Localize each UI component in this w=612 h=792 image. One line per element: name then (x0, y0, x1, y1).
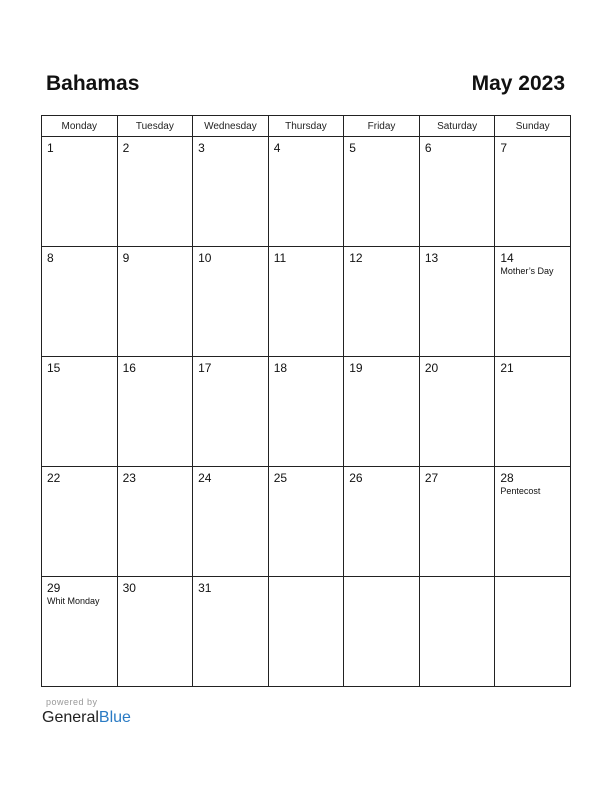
day-number: 23 (122, 471, 136, 485)
holiday-label (42, 485, 117, 486)
holiday-label: Pentecost (500, 486, 541, 496)
holiday-label (495, 155, 570, 156)
week-row (42, 247, 571, 357)
week-row (42, 137, 571, 247)
holiday-label (42, 155, 117, 156)
holiday-label (420, 485, 495, 486)
holiday-label (118, 375, 193, 376)
day-cell (268, 357, 344, 467)
holiday-label (269, 375, 344, 376)
day-cell (193, 247, 269, 357)
weekday-header: Tuesday (117, 116, 193, 137)
day-cell (495, 137, 571, 247)
day-number: 20 (424, 361, 439, 375)
day-number: 22 (47, 471, 61, 485)
day-number: 31 (198, 581, 212, 595)
day-number: 4 (273, 141, 281, 155)
day-number: 17 (198, 361, 212, 375)
brand-blue: Blue (98, 709, 131, 726)
day-number: 18 (273, 361, 288, 375)
day-cell (117, 357, 193, 467)
day-number: 6 (424, 141, 432, 155)
weekday-header: Friday (344, 116, 420, 137)
day-cell (193, 137, 269, 247)
day-number: 12 (349, 251, 363, 265)
brand-general: General (42, 709, 99, 726)
weekday-header-row (42, 116, 571, 137)
holiday-label: Mother’s Day (500, 266, 554, 276)
day-number: 14 (500, 251, 514, 265)
day-number: 13 (424, 251, 439, 265)
generalblue-logo-link[interactable] (42, 708, 131, 728)
day-cell (344, 357, 420, 467)
calendar-grid (41, 115, 571, 687)
day-number: 1 (47, 141, 54, 155)
day-cell (419, 137, 495, 247)
weekday-header: Sunday (495, 116, 571, 137)
day-cell (268, 247, 344, 357)
holiday-label (42, 265, 117, 266)
holiday-label (269, 581, 344, 582)
day-number: 10 (198, 251, 212, 265)
day-cell (42, 247, 118, 357)
holiday-label (420, 581, 495, 582)
holiday-label (269, 265, 344, 266)
day-cell (344, 247, 420, 357)
day-cell (419, 357, 495, 467)
holiday-label (193, 265, 268, 266)
holiday-label (344, 485, 419, 486)
day-number: 5 (349, 141, 356, 155)
holiday-label (420, 265, 495, 266)
day-number: 3 (198, 141, 205, 155)
week-row (42, 577, 571, 687)
holiday-label (269, 485, 344, 486)
holiday-label (269, 155, 344, 156)
weekday-header: Wednesday (193, 116, 269, 137)
day-cell (117, 247, 193, 357)
holiday-label: Whit Monday (47, 596, 100, 606)
day-cell (193, 467, 269, 577)
day-cell (344, 467, 420, 577)
day-number: 24 (198, 471, 212, 485)
holiday-label (118, 265, 193, 266)
day-cell (268, 467, 344, 577)
day-cell (268, 137, 344, 247)
day-cell (495, 467, 571, 577)
day-cell (419, 247, 495, 357)
day-cell (117, 577, 193, 687)
weekday-header: Thursday (268, 116, 344, 137)
holiday-label (420, 375, 495, 376)
day-cell (117, 137, 193, 247)
day-number: 16 (122, 361, 136, 375)
week-row (42, 467, 571, 577)
day-number: 11 (273, 251, 287, 265)
holiday-label (193, 595, 268, 596)
holiday-label (344, 155, 419, 156)
day-cell (268, 577, 344, 687)
holiday-label (118, 155, 193, 156)
day-cell (344, 137, 420, 247)
holiday-label (42, 375, 117, 376)
day-cell (344, 577, 420, 687)
weekday-header: Saturday (419, 116, 495, 137)
day-cell (42, 137, 118, 247)
holiday-label (344, 581, 419, 582)
day-cell (42, 577, 118, 687)
day-number: 28 (500, 471, 514, 485)
day-cell (42, 357, 118, 467)
day-number: 27 (424, 471, 439, 485)
day-number: 15 (47, 361, 61, 375)
day-number: 19 (349, 361, 363, 375)
holiday-label (193, 485, 268, 486)
day-number: 25 (273, 471, 288, 485)
holiday-label (193, 375, 268, 376)
day-number: 9 (122, 251, 130, 265)
day-number: 2 (122, 141, 130, 155)
day-number: 8 (47, 251, 54, 265)
day-cell (42, 467, 118, 577)
day-number: 21 (500, 361, 514, 375)
day-number: 26 (349, 471, 363, 485)
holiday-label (495, 581, 570, 582)
month-year-title: May 2023 (471, 72, 565, 95)
day-cell (117, 467, 193, 577)
holiday-label (118, 485, 193, 486)
week-row (42, 357, 571, 467)
day-cell (495, 577, 571, 687)
holiday-label (420, 155, 495, 156)
day-cell (495, 357, 571, 467)
holiday-label (344, 375, 419, 376)
day-cell (193, 357, 269, 467)
holiday-label (193, 155, 268, 156)
day-number: 29 (47, 581, 61, 595)
weekday-header: Monday (42, 116, 118, 137)
day-number: 30 (122, 581, 136, 595)
day-cell (419, 577, 495, 687)
day-cell (495, 247, 571, 357)
day-cell (419, 467, 495, 577)
day-cell (193, 577, 269, 687)
holiday-label (118, 595, 193, 596)
powered-by-label: powered by (46, 697, 98, 707)
holiday-label (344, 265, 419, 266)
country-title: Bahamas (46, 72, 140, 95)
day-number: 7 (500, 141, 508, 155)
holiday-label (495, 375, 570, 376)
